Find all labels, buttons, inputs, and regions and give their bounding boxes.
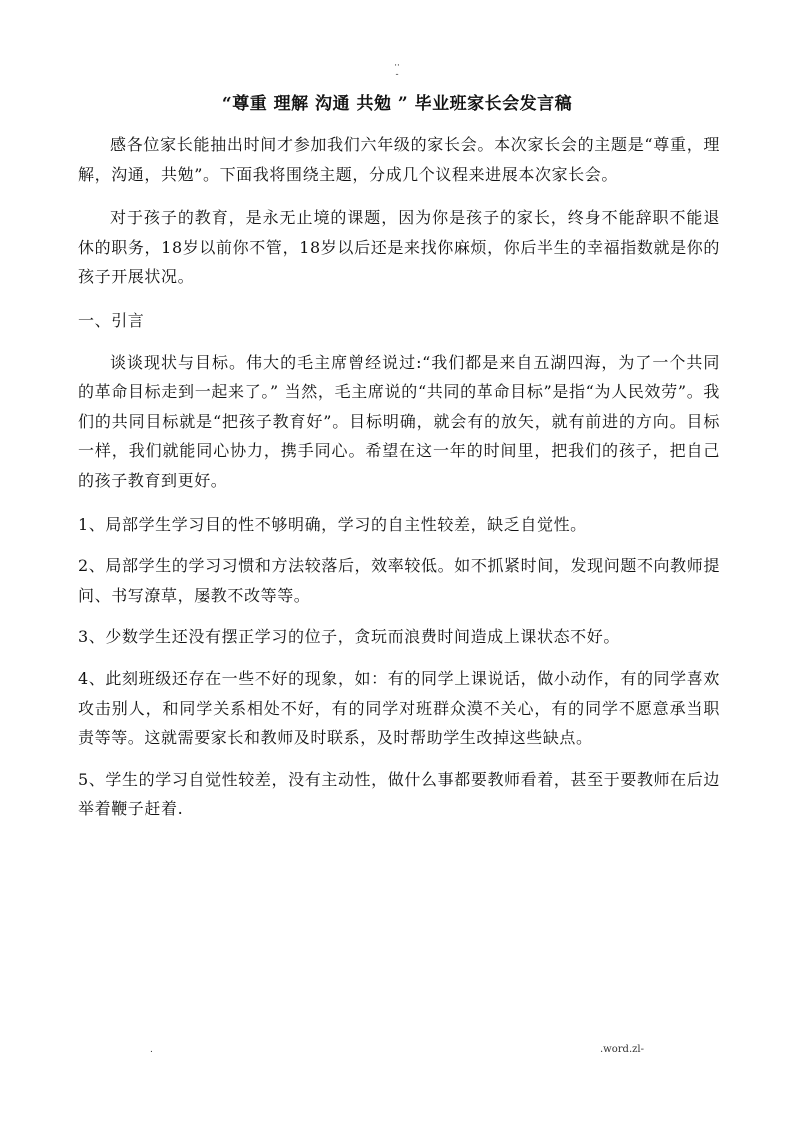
header-dots: ·· bbox=[394, 61, 400, 71]
section-heading-introduction: 一、引言 bbox=[78, 310, 145, 330]
document-body bbox=[78, 130, 720, 836]
paragraph-intro: 感各位家长能抽出时间才参加我们六年级的家长会。本次家长会的主题是“尊重，理解，沟通，共勉”。下面我将围绕主题，分成几个议程来进展本次家长会。 bbox=[78, 135, 720, 184]
paragraph-education: 对于孩子的教育，是永无止境的课题，因为你是孩子的家长，终身不能辞职不能退休的职务，18岁以前你不管，18岁以后还是来找你麻烦，你后半生的幸福指数就是你的孩子开展状况。 bbox=[78, 208, 720, 287]
list-item-1: 1、局部学生学习目的性不够明确，学习的自主性较差，缺乏自觉性。 bbox=[78, 514, 587, 534]
paragraph-goals: 谈谈现状与目标。伟大的毛主席曾经说过:“我们都是来自五湖四海，为了一个共同的革命目标走到一起来了。” 当然，毛主席说的“共同的革命目标”是指“为人民效劳”。我们的共同目标就是“把孩子教育好”。目标明确，就会有的放矢，就有前进的方向。目标一样，我们就能同心协力，携手同心。希望在这一年的时间里，把我们的孩子，把自己的孩子教育到更好。 bbox=[78, 352, 720, 490]
footer-dot: . bbox=[150, 1045, 153, 1055]
list-item-4: 4、此刻班级还存在一些不好的现象，如：有的同学上课说话，做小动作，有的同学喜欢攻击别人，和同学关系相处不好，有的同学对班群众漠不关心，有的同学不愿意承当职责等等。这就需要家长和教师及时联系，及时帮助学生改掉这些缺点。 bbox=[78, 668, 720, 748]
document-title: “尊重 理解 沟通 共勉 ” 毕业班家长会发言稿 bbox=[221, 94, 573, 114]
list-item-5: 5、学生的学习自觉性较差，没有主动性，做什么事都要教师看着，甚至于要教师在后边举着鞭子赶着. bbox=[78, 769, 720, 819]
footer-watermark: .word.zl- bbox=[600, 1044, 644, 1055]
list-item-3: 3、少数学生还没有摆正学习的位子，贪玩而浪费时间造成上课状态不好。 bbox=[78, 627, 620, 647]
header-dash: - bbox=[395, 70, 399, 80]
list-item-2: 2、局部学生的学习习惯和方法较落后，效率较低。如不抓紧时间，发现问题不向教师提问、书写潦草，屡教不改等等。 bbox=[78, 556, 720, 605]
header-mark bbox=[0, 62, 794, 80]
